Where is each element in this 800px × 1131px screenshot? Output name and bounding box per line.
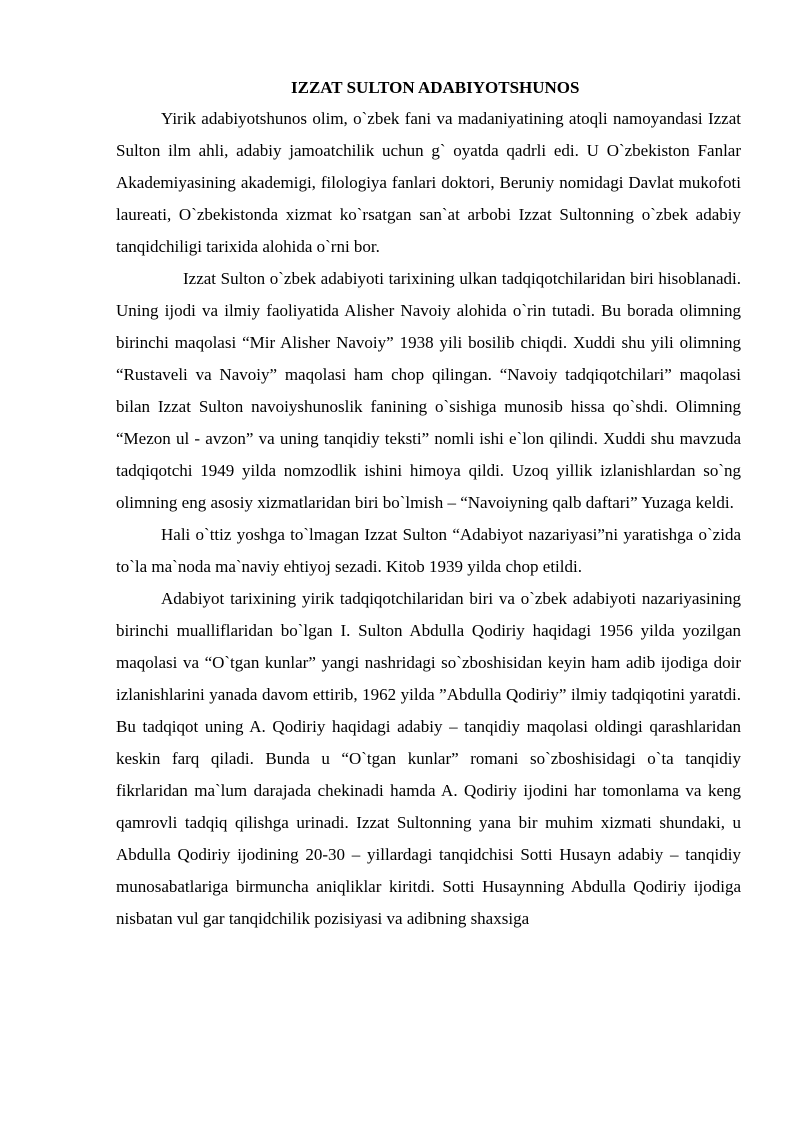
- paragraph-1: Yirik adabiyotshunos olim, o`zbek fani va madaniyatining atoqli namoyandasi Izzat Sulton ilm ahli, adabiy jamoatchilik uchun g` oyatda qadrli edi. U O`zbekiston Fanlar Akademiyasining akademigi, filologiya fanlari doktori, Beruniy nomidagi Davlat mukofoti laureati, O`zbekistonda xizmat ko`rsatgan san`at arbobi Izzat Sultonning o`zbek adabiy tanqidchiligi tarixida alohida o`rni bor.: [116, 109, 741, 256]
- paragraph-2: Izzat Sulton o`zbek adabiyoti tarixining ulkan tadqiqotchilaridan biri hisoblanadi. Uning ijodi va ilmiy faoliyatida Alisher Navoiy alohida o`rin tutadi. Bu borada olimning birinchi maqolasi “Mir Alisher Navoiy” 1938 yili bosilib chiqdi. Xuddi shu yili olimning “Rustaveli va Navoiy” maqolasi ham chop qilingan. “Navoiy tadqiqotchilari” maqolasi bilan Izzat Sulton navoiyshunoslik fanining o`sishiga munosib hissa qo`shdi. Olimning “Mezon ul - avzon” va uning tanqidiy teksti” nomli ishi e`lon qilindi. Xuddi shu mavzuda tadqiqotchi 1949 yilda nomzodlik ishini himoya qildi. Uzoq yillik izlanishlardan so`ng olimning eng asosiy xizmatlaridan biri bo`lmish – “Navoiyning qalb daftari” Yuzaga keldi.: [116, 269, 741, 512]
- document-title: IZZAT SULTON ADABIYOTSHUNOS: [291, 78, 580, 97]
- document-body: [116, 75, 741, 935]
- paragraph-3: Hali o`ttiz yoshga to`lmagan Izzat Sulton “Adabiyot nazariyasi”ni yaratishga o`zida to`la ma`noda ma`naviy ehtiyoj sezadi. Kitob 1939 yilda chop etildi.: [116, 525, 741, 576]
- paragraph-4: Adabiyot tarixining yirik tadqiqotchilaridan biri va o`zbek adabiyoti nazariyasining birinchi mualliflaridan bo`lgan I. Sulton Abdulla Qodiriy haqidagi 1956 yilda yozilgan maqolasi va “O`tgan kunlar” yangi nashridagi so`zboshisidan keyin ham adib ijodiga doir izlanishlarini yanada davom ettirib, 1962 yilda ”Abdulla Qodiriy” ilmiy tadqiqotini yaratdi. Bu tadqiqot uning A. Qodiriy haqidagi adabiy – tanqidiy maqolasi oldingi qarashlaridan keskin farq qiladi. Bunda u “O`tgan kunlar” romani so`zboshisidagi o`ta tanqidiy fikrlaridan ma`lum darajada chekinadi hamda A. Qodiriy ijodini har tomonlama va keng qamrovli tadqiq qilishga urinadi. Izzat Sultonning yana bir muhim xizmati shundaki, u Abdulla Qodiriy ijodining 20-30 – yillardagi tanqidchisi Sotti Husayn adabiy – tanqidiy munosabatlariga birmuncha aniqliklar kiritdi. Sotti Husaynning Abdulla Qodiriy ijodiga nisbatan vul gar tanqidchilik pozisiyasi va adibning shaxsiga: [116, 589, 741, 928]
